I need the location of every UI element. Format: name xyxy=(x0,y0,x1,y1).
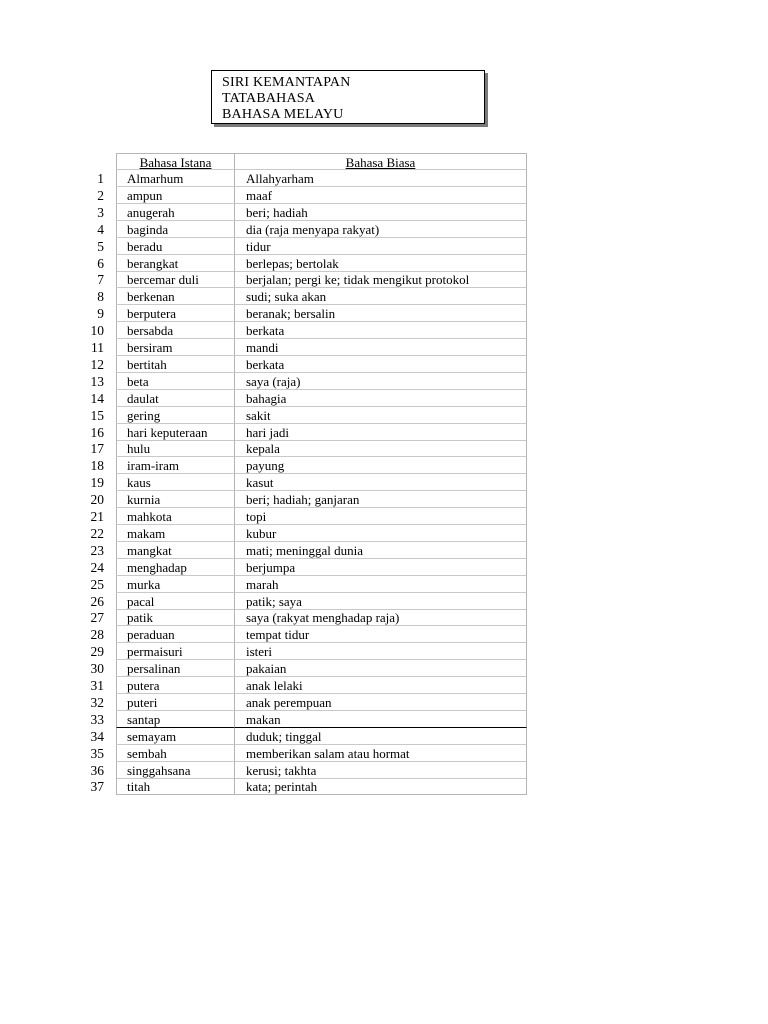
row-number: 7 xyxy=(97,272,104,288)
cell-bahasa-biasa: saya (raja) xyxy=(234,373,527,390)
cell-bahasa-biasa: kerusi; takhta xyxy=(234,762,527,779)
cell-bahasa-istana: mangkat xyxy=(116,542,234,559)
row-number: 20 xyxy=(90,492,104,508)
cell-bahasa-istana: baginda xyxy=(116,221,234,238)
cell-bahasa-biasa: berjumpa xyxy=(234,559,527,576)
row-number: 27 xyxy=(90,610,104,626)
row-number: 35 xyxy=(90,745,104,761)
cell-bahasa-biasa: mati; meninggal dunia xyxy=(234,542,527,559)
header-bahasa-biasa: Bahasa Biasa xyxy=(234,153,527,170)
cell-bahasa-biasa: makan xyxy=(234,711,527,728)
title-line-3: BAHASA MELAYU xyxy=(222,107,344,122)
cell-bahasa-biasa: kasut xyxy=(234,474,527,491)
cell-bahasa-istana: puteri xyxy=(116,694,234,711)
cell-bahasa-biasa: topi xyxy=(234,508,527,525)
cell-bahasa-biasa: tempat tidur xyxy=(234,626,527,643)
row-number: 3 xyxy=(97,204,104,220)
row-number: 10 xyxy=(90,323,104,339)
row-number: 24 xyxy=(90,559,104,575)
cell-bahasa-istana: beradu xyxy=(116,238,234,255)
cell-bahasa-biasa: pakaian xyxy=(234,660,527,677)
row-number: 18 xyxy=(90,458,104,474)
cell-bahasa-istana: daulat xyxy=(116,390,234,407)
row-number: 16 xyxy=(90,424,104,440)
cell-bahasa-istana: bertitah xyxy=(116,356,234,373)
cell-bahasa-istana: kaus xyxy=(116,474,234,491)
title-line-2: TATABAHASA xyxy=(222,91,316,106)
row-number: 14 xyxy=(90,390,104,406)
row-number: 23 xyxy=(90,542,104,558)
cell-bahasa-istana: beta xyxy=(116,373,234,390)
cell-bahasa-biasa: memberikan salam atau hormat xyxy=(234,745,527,762)
cell-bahasa-biasa: beri; hadiah; ganjaran xyxy=(234,491,527,508)
cell-bahasa-biasa: beranak; bersalin xyxy=(234,305,527,322)
row-number: 15 xyxy=(90,407,104,423)
cell-bahasa-biasa: duduk; tinggal xyxy=(234,728,527,745)
row-number: 9 xyxy=(97,306,104,322)
row-number: 8 xyxy=(97,289,104,305)
cell-bahasa-biasa: mandi xyxy=(234,339,527,356)
cell-bahasa-biasa: tidur xyxy=(234,238,527,255)
cell-bahasa-istana: putera xyxy=(116,677,234,694)
cell-bahasa-biasa: Allahyarham xyxy=(234,170,527,187)
row-number: 6 xyxy=(97,255,104,271)
row-number: 13 xyxy=(90,373,104,389)
cell-bahasa-istana: menghadap xyxy=(116,559,234,576)
cell-bahasa-istana: berangkat xyxy=(116,255,234,272)
cell-bahasa-biasa: isteri xyxy=(234,643,527,660)
cell-bahasa-biasa: sudi; suka akan xyxy=(234,288,527,305)
row-number: 33 xyxy=(90,711,104,727)
cell-bahasa-istana: patik xyxy=(116,609,234,626)
row-number: 1 xyxy=(97,171,104,186)
row-number: 22 xyxy=(90,525,104,541)
row-number: 37 xyxy=(90,779,104,795)
cell-bahasa-istana: makam xyxy=(116,525,234,542)
cell-bahasa-biasa: berjalan; pergi ke; tidak mengikut protokol xyxy=(234,271,527,288)
cell-bahasa-istana: anugerah xyxy=(116,204,234,221)
cell-bahasa-istana: peraduan xyxy=(116,626,234,643)
cell-bahasa-biasa: saya (rakyat menghadap raja) xyxy=(234,609,527,626)
cell-bahasa-istana: berkenan xyxy=(116,288,234,305)
cell-bahasa-istana: semayam xyxy=(116,728,234,745)
row-number: 2 xyxy=(97,187,104,203)
cell-bahasa-istana: permaisuri xyxy=(116,643,234,660)
cell-bahasa-biasa: anak perempuan xyxy=(234,694,527,711)
cell-bahasa-biasa: kepala xyxy=(234,440,527,457)
cell-bahasa-biasa: marah xyxy=(234,576,527,593)
document-title xyxy=(222,75,478,123)
row-number: 5 xyxy=(97,238,104,254)
cell-bahasa-biasa: patik; saya xyxy=(234,593,527,610)
cell-bahasa-istana: hulu xyxy=(116,440,234,457)
cell-bahasa-biasa: berkata xyxy=(234,356,527,373)
cell-bahasa-istana: berputera xyxy=(116,305,234,322)
cell-bahasa-istana: sembah xyxy=(116,745,234,762)
row-number: 17 xyxy=(90,441,104,457)
cell-bahasa-biasa: hari jadi xyxy=(234,424,527,441)
cell-bahasa-istana: Almarhum xyxy=(116,170,234,187)
cell-bahasa-biasa: kubur xyxy=(234,525,527,542)
cell-bahasa-istana: persalinan xyxy=(116,660,234,677)
cell-bahasa-istana: mahkota xyxy=(116,508,234,525)
row-number: 36 xyxy=(90,762,104,778)
cell-bahasa-istana: ampun xyxy=(116,187,234,204)
title-line-1: SIRI KEMANTAPAN xyxy=(222,75,351,90)
cell-bahasa-biasa: kata; perintah xyxy=(234,778,527,795)
cell-bahasa-biasa: bahagia xyxy=(234,390,527,407)
row-number: 25 xyxy=(90,576,104,592)
cell-bahasa-istana: murka xyxy=(116,576,234,593)
row-number: 26 xyxy=(90,593,104,609)
row-number: 19 xyxy=(90,475,104,491)
cell-bahasa-istana: kurnia xyxy=(116,491,234,508)
row-number: 31 xyxy=(90,678,104,693)
header-bahasa-istana: Bahasa Istana xyxy=(116,153,234,170)
cell-bahasa-biasa: berkata xyxy=(234,322,527,339)
row-number: 4 xyxy=(97,221,104,237)
row-number: 12 xyxy=(90,356,104,372)
cell-bahasa-istana: gering xyxy=(116,407,234,424)
cell-bahasa-biasa: sakit xyxy=(234,407,527,424)
cell-bahasa-istana: iram-iram xyxy=(116,457,234,474)
cell-bahasa-biasa: payung xyxy=(234,457,527,474)
cell-bahasa-istana: santap xyxy=(116,711,234,728)
row-number: 11 xyxy=(91,340,104,355)
row-number: 21 xyxy=(90,509,104,524)
cell-bahasa-istana: titah xyxy=(116,778,234,795)
row-number: 28 xyxy=(90,627,104,643)
row-number: 32 xyxy=(90,694,104,710)
cell-bahasa-biasa: beri; hadiah xyxy=(234,204,527,221)
cell-bahasa-biasa: dia (raja menyapa rakyat) xyxy=(234,221,527,238)
cell-bahasa-istana: bercemar duli xyxy=(116,271,234,288)
cell-bahasa-istana: bersabda xyxy=(116,322,234,339)
cell-bahasa-istana: singgahsana xyxy=(116,762,234,779)
cell-bahasa-istana: hari keputeraan xyxy=(116,424,234,441)
cell-bahasa-biasa: berlepas; bertolak xyxy=(234,255,527,272)
title-box xyxy=(211,70,485,124)
cell-bahasa-istana: bersiram xyxy=(116,339,234,356)
row-number: 34 xyxy=(90,728,104,744)
cell-bahasa-istana: pacal xyxy=(116,593,234,610)
cell-bahasa-biasa: anak lelaki xyxy=(234,677,527,694)
row-number: 30 xyxy=(90,661,104,677)
row-number: 29 xyxy=(90,644,104,660)
cell-bahasa-biasa: maaf xyxy=(234,187,527,204)
